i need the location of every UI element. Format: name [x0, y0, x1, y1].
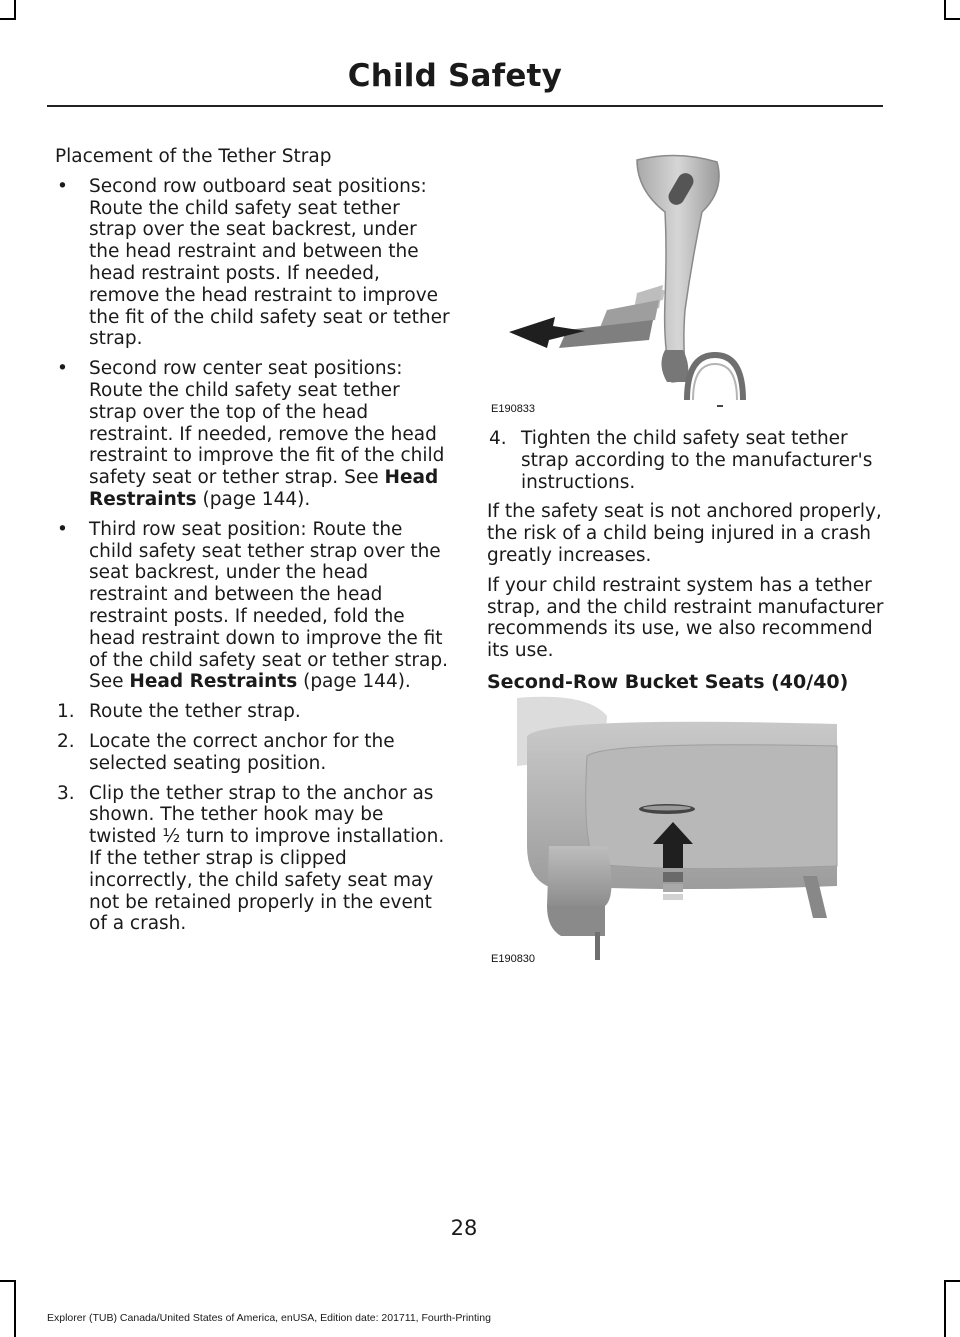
crop-mark — [0, 18, 16, 20]
cross-reference-link[interactable]: Head Restraints — [129, 671, 298, 693]
step-text: Tighten the child safety seat tether strap according to the manufacturer's instructions. — [521, 428, 873, 493]
page-number: 28 — [450, 1216, 478, 1240]
step-number: 3. — [57, 782, 75, 804]
page-reference: (page 144). — [297, 671, 411, 693]
crop-mark — [944, 1280, 960, 1282]
header-divider — [47, 105, 883, 107]
crop-mark — [944, 18, 960, 20]
crop-mark — [14, 1280, 16, 1337]
bullet-mark: • — [57, 175, 68, 197]
bullet-item — [55, 519, 450, 693]
bucket-seat-drawing — [487, 696, 850, 971]
numbered-step — [55, 783, 450, 936]
crop-mark — [944, 1280, 946, 1337]
section-heading: Placement of the Tether Strap — [55, 146, 332, 167]
paragraph: If your child restraint system has a tether strap, and the child restraint manufacturer recommends its use, we also recommend its use. — [487, 574, 884, 662]
tether-anchor-drawing — [487, 150, 787, 420]
step-text: Clip the tether strap to the anchor as shown. The tether hook may be twisted ½ turn to improve installation. If the tether strap is clipped incorrectly, the child safety seat may not be retained properly in the event of a crash. — [89, 782, 445, 935]
left-column — [55, 146, 450, 943]
page-title: Child Safety — [347, 58, 562, 94]
bucket-seat-illustration — [487, 696, 850, 971]
step-text: Route the tether strap. — [89, 701, 301, 723]
numbered-step — [55, 731, 450, 775]
bullet-text: Third row seat position: Route the child safety seat tether strap over the seat backrest, under the head restraint and between the head restraint posts. If needed, fold the head restraint down to improve the fit of the child safety seat or tether strap. See — [89, 518, 448, 693]
cross-reference-link[interactable]: Head Restraints — [89, 467, 439, 510]
bullet-mark: • — [57, 358, 68, 380]
figure-code: E190833 — [491, 403, 536, 415]
crop-mark — [14, 0, 16, 20]
bullet-mark: • — [57, 518, 68, 540]
bullet-item — [55, 358, 450, 511]
bullet-item — [55, 176, 450, 350]
right-column — [487, 428, 887, 694]
step-number: 4. — [489, 428, 507, 449]
crop-mark — [0, 1280, 16, 1282]
step-number: 2. — [57, 730, 75, 752]
step-number: 1. — [57, 701, 75, 723]
figure-code: E190830 — [491, 953, 536, 965]
paragraph: If the safety seat is not anchored properly, the risk of a child being injured in a crash greatly increases. — [487, 501, 882, 566]
numbered-step — [55, 701, 450, 723]
bullet-text: Second row outboard seat positions: Route the child safety seat tether strap over the seat backrest, under the head restraint and between the head restraint posts. If needed, remove the head restraint to improve the fit of the child safety seat or tether strap. — [89, 175, 450, 350]
bullet-text: Second row center seat positions: Route the child safety seat tether strap over the top of the head restraint. If needed, remove the head restraint to improve the fit of the child safety seat or tether strap. See — [89, 358, 445, 489]
footer-edition-info: Explorer (TUB) Canada/United States of America, enUSA, Edition date: 201711, Fourth-Printing — [47, 1312, 491, 1324]
subsection-heading: Second-Row Bucket Seats (40/40) — [487, 670, 849, 693]
page-reference: (page 144). — [196, 488, 311, 510]
crop-mark — [944, 0, 946, 20]
tether-anchor-illustration — [487, 150, 787, 420]
numbered-step — [487, 428, 887, 493]
step-text: Locate the correct anchor for the selected seating position. — [89, 730, 395, 774]
